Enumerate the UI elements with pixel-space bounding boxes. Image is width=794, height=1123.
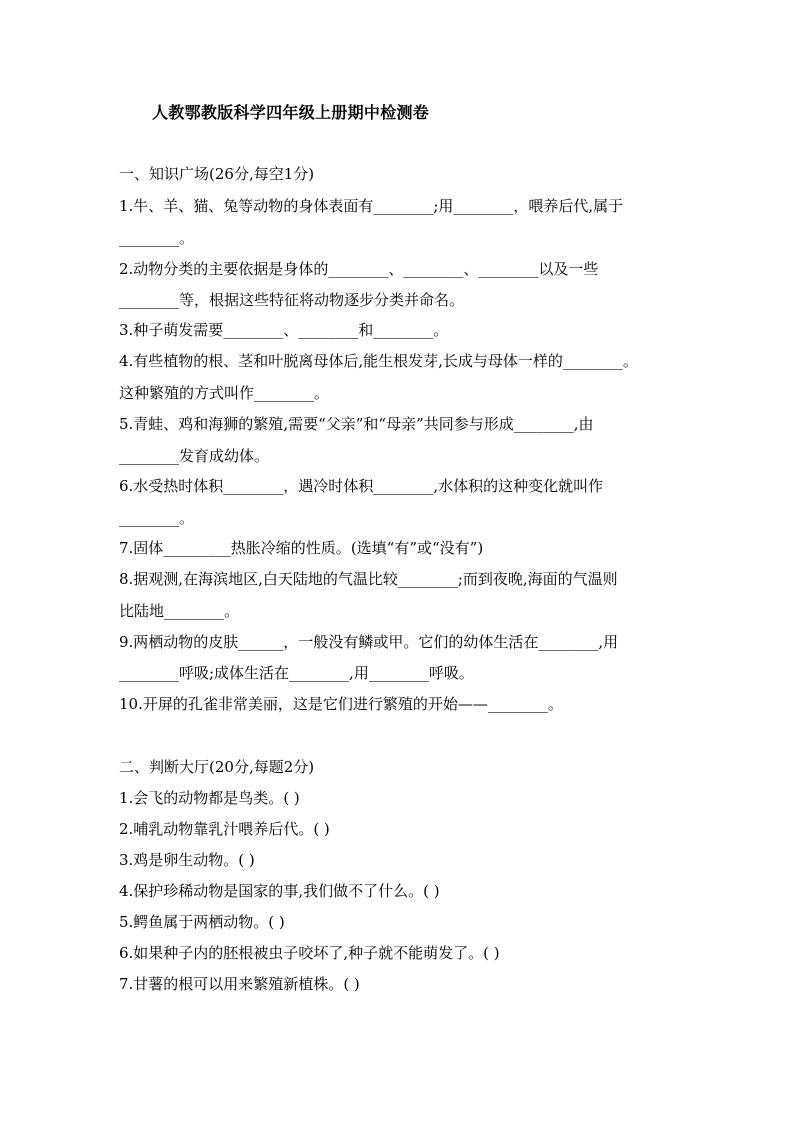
section2-line: 7.甘薯的根可以用来繁殖新植株。( ) (119, 975, 360, 993)
section1-line: 9.两栖动物的皮肤______，一般没有鳞或甲。它们的幼体生活在________,用 (119, 633, 619, 651)
section1-line: ________呼吸;成体生活在________,用________呼吸。 (119, 664, 474, 682)
section2-line: 2.哺乳动物靠乳汁喂养后代。( ) (119, 820, 330, 838)
section2-line: 6.如果种子内的胚根被虫子咬坏了,种子就不能萌发了。( ) (119, 944, 500, 962)
section2-line: 1.会飞的动物都是鸟类。( ) (119, 789, 300, 807)
section1-line: 2.动物分类的主要依据是身体的________、________、________以及一些 (119, 260, 599, 278)
section1-line: 8.据观测,在海滨地区,白天陆地的气温比较________;而到夜晚,海面的气温则 (119, 570, 618, 588)
section1-heading: 一、知识广场(26分,每空1分) (119, 165, 315, 183)
section1-line: 4.有些植物的根、茎和叶脱离母体后,能生根发芽,长成与母体一样的________。 (119, 352, 638, 370)
section1-line: ________发育成幼体。 (119, 447, 270, 465)
section1-line: ________等，根据这些特征将动物逐步分类并命名。 (119, 291, 465, 309)
section2-line: 4.保护珍稀动物是国家的事,我们做不了什么。( ) (119, 882, 440, 900)
section1-line: 10.开屏的孔雀非常美丽，这是它们进行繁殖的开始——________。 (119, 695, 563, 713)
section2-heading: 二、判断大厅(20分,每题2分) (119, 758, 315, 776)
section1-line: 5.青蛙、鸡和海狮的繁殖,需要“父亲”和“母亲”共同参与形成________,由 (119, 415, 594, 433)
section1-line: 比陆地________。 (119, 602, 240, 620)
section1-line: ________。 (119, 509, 195, 527)
section1-line: 这种繁殖的方式叫作________。 (119, 384, 330, 402)
page-title: 人教鄂教版科学四年级上册期中检测卷 (152, 103, 430, 122)
section1-line: 6.水受热时体积________，遇冷时体积________,水体积的这种变化就叫作 (119, 477, 604, 495)
section2-line: 5.鳄鱼属于两栖动物。( ) (119, 913, 285, 931)
section1-line: ________。 (119, 229, 195, 247)
section2-line: 3.鸡是卵生动物。( ) (119, 851, 255, 869)
section1-line: 3.种子萌发需要________、________和________。 (119, 321, 449, 339)
section1-line: 1.牛、羊、猫、兔等动物的身体表面有________;用________，喂养后代,属于 (119, 197, 624, 215)
section1-line: 7.固体_________热胀冷缩的性质。(选填“有”或“没有”) (119, 539, 484, 557)
